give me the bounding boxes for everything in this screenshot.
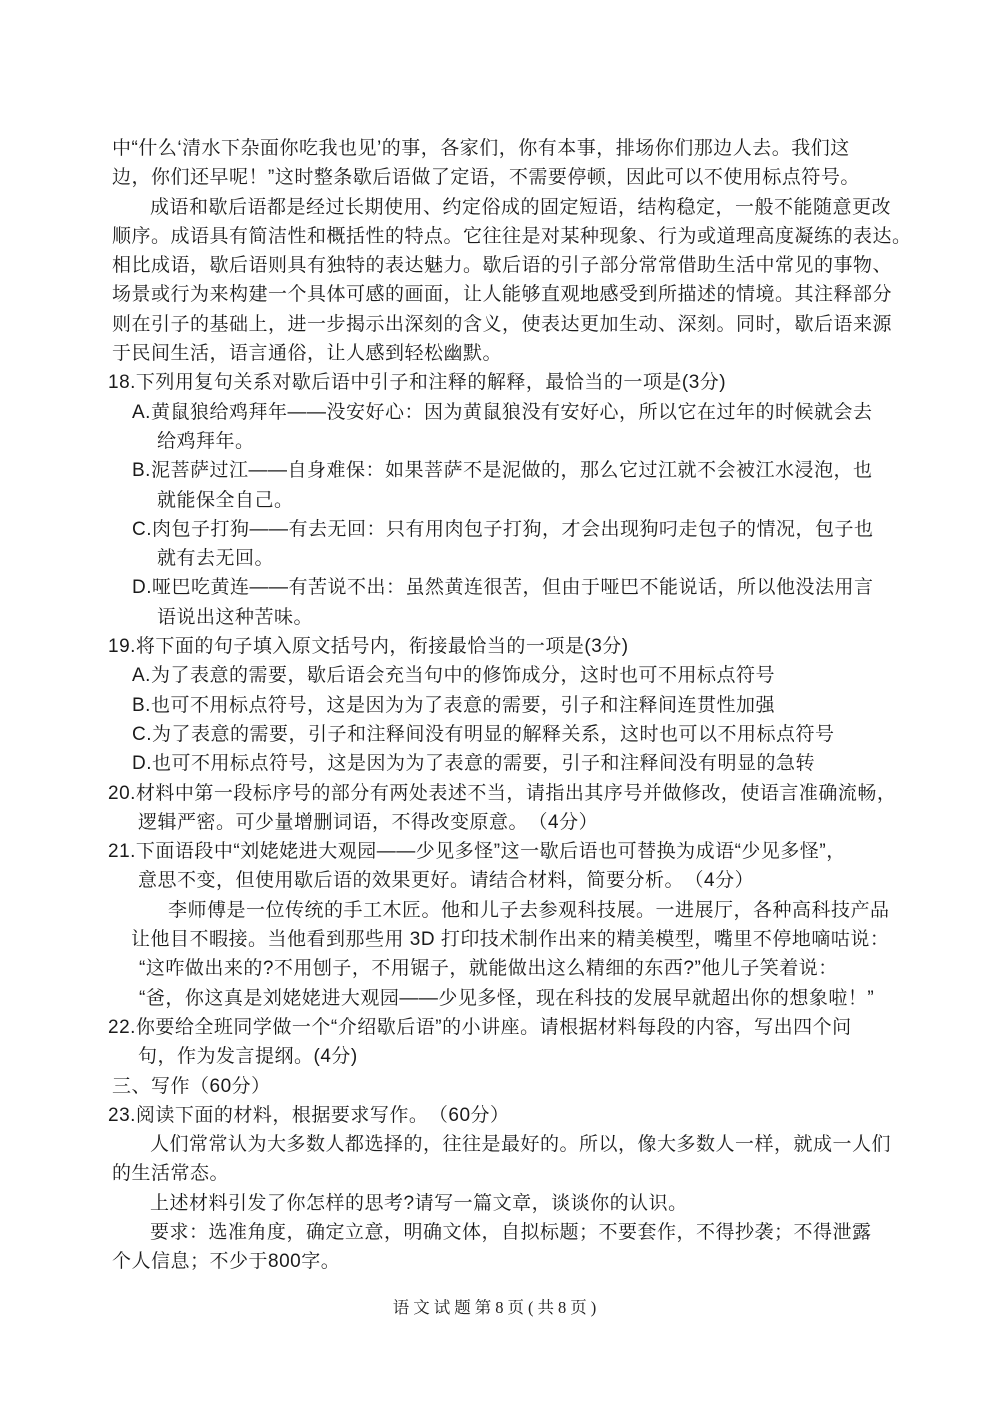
text-line: 三、写作（60分） — [112, 1075, 271, 1097]
text-line: 就有去无回。 — [157, 548, 275, 570]
text-line: 让他目不暇接。当他看到那些用 3D 打印技术制作出来的精美模型，嘴里不停地嘀咕说： — [131, 929, 890, 951]
text-line: 相比成语，歇后语则具有独特的表达魅力。歇后语的引子部分常常借助生活中常见的事物、 — [112, 255, 893, 277]
text-line: 要求：选准角度，确定立意，明确文体，自拟标题；不要套作，不得抄袭；不得泄露 — [150, 1221, 872, 1243]
text-line: 19.将下面的句子填入原文括号内，衔接最恰当的一项是(3分) — [108, 636, 629, 658]
text-line: “爸，你这真是刘姥姥进大观园——少见多怪，现在科技的发展早就超出你的想象啦！” — [139, 987, 875, 1009]
text-line: 场景或行为来构建一个具体可感的画面，让人能够直观地感受到所描述的情境。其注释部分 — [112, 284, 893, 306]
text-line: 23.阅读下面的材料，根据要求写作。 （60分） — [108, 1104, 510, 1126]
text-line: 21.下面语段中“刘姥姥进大观园——少见多怪”这一歇后语也可替换为成语“少见多怪”， — [108, 841, 846, 863]
text-line: 李师傅是一位传统的手工木匠。他和儿子去参观科技展。一进展厅，各种高科技产品 — [168, 899, 890, 921]
text-line: 18.下列用复句关系对歇后语中引子和注释的解释，最恰当的一项是(3分) — [108, 372, 727, 394]
text-line: 上述材料引发了你怎样的思考?请写一篇文章，谈谈你的认识。 — [150, 1192, 688, 1214]
text-line: A.黄鼠狼给鸡拜年——没安好心：因为黄鼠狼没有安好心，所以它在过年的时候就会去 — [132, 401, 873, 423]
page-footer: 语文试题第8页(共8页) — [392, 1298, 601, 1317]
text-line: A.为了表意的需要，歇后语会充当句中的修饰成分，这时也可不用标点符号 — [132, 665, 775, 687]
text-line: B.也可不用标点符号，这是因为为了表意的需要，引子和注释间连贯性加强 — [132, 694, 775, 716]
text-line: 给鸡拜年。 — [157, 430, 255, 452]
text-line: 逻辑严密。可少量增删词语，不得改变原意。 （4分） — [138, 811, 599, 833]
text-line: 个人信息；不少于800字。 — [112, 1251, 341, 1273]
text-line: 就能保全自己。 — [157, 489, 294, 511]
text-line: 则在引子的基础上，进一步揭示出深刻的含义，使表达更加生动、深刻。同时，歇后语来源 — [112, 313, 893, 335]
text-line: C.为了表意的需要，引子和注释间没有明显的解释关系，这时也可以不用标点符号 — [132, 723, 835, 745]
text-line: 20.材料中第一段标序号的部分有两处表述不当，请指出其序号并做修改，使语言准确流畅， — [108, 782, 897, 804]
text-line: “这咋做出来的?不用刨子，不用锯子，就能做出这么精细的东西?”他儿子笑着说： — [139, 958, 838, 980]
text-line: 22.你要给全班同学做一个“介绍歇后语”的小讲座。请根据材料每段的内容，写出四个问 — [108, 1016, 852, 1038]
text-line: 句，作为发言提纲。(4分) — [138, 1046, 358, 1068]
text-line: 的生活常态。 — [112, 1163, 230, 1185]
text-line: 意思不变，但使用歇后语的效果更好。请结合材料，简要分析。 （4分） — [138, 870, 755, 892]
text-line: 顺序。成语具有简洁性和概括性的特点。它往往是对某种现象、行为或道理高度凝练的表达。 — [112, 225, 912, 247]
text-line: C.肉包子打狗——有去无回：只有用肉包子打狗，才会出现狗叼走包子的情况，包子也 — [132, 518, 874, 540]
text-line: D.也可不用标点符号，这是因为为了表意的需要，引子和注释间没有明显的急转 — [132, 753, 816, 775]
text-line: 于民间生活，语言通俗，让人感到轻松幽默。 — [112, 343, 503, 365]
text-line: 语说出这种苦味。 — [157, 606, 314, 628]
exam-text-block — [108, 134, 912, 1277]
text-line: 成语和歇后语都是经过长期使用、约定俗成的固定短语，结构稳定，一般不能随意更改 — [150, 196, 892, 218]
text-line: D.哑巴吃黄连——有苦说不出：虽然黄连很苦，但由于哑巴不能说话，所以他没法用言 — [132, 577, 874, 599]
text-line: 中“什么‘清水下杂面你吃我也见’的事，各家们，你有本事，排场你们那边人去。我们这 — [112, 138, 850, 159]
text-line: 人们常常认为大多数人都选择的，往往是最好的。所以，像大多数人一样，就成一人们 — [150, 1134, 892, 1156]
text-line: B.泥菩萨过江——自身难保：如果菩萨不是泥做的，那么它过江就不会被江水浸泡，也 — [132, 460, 873, 482]
text-line: 边，你们还早呢！”这时整条歇后语做了定语，不需要停顿，因此可以不使用标点符号。 — [112, 167, 860, 189]
